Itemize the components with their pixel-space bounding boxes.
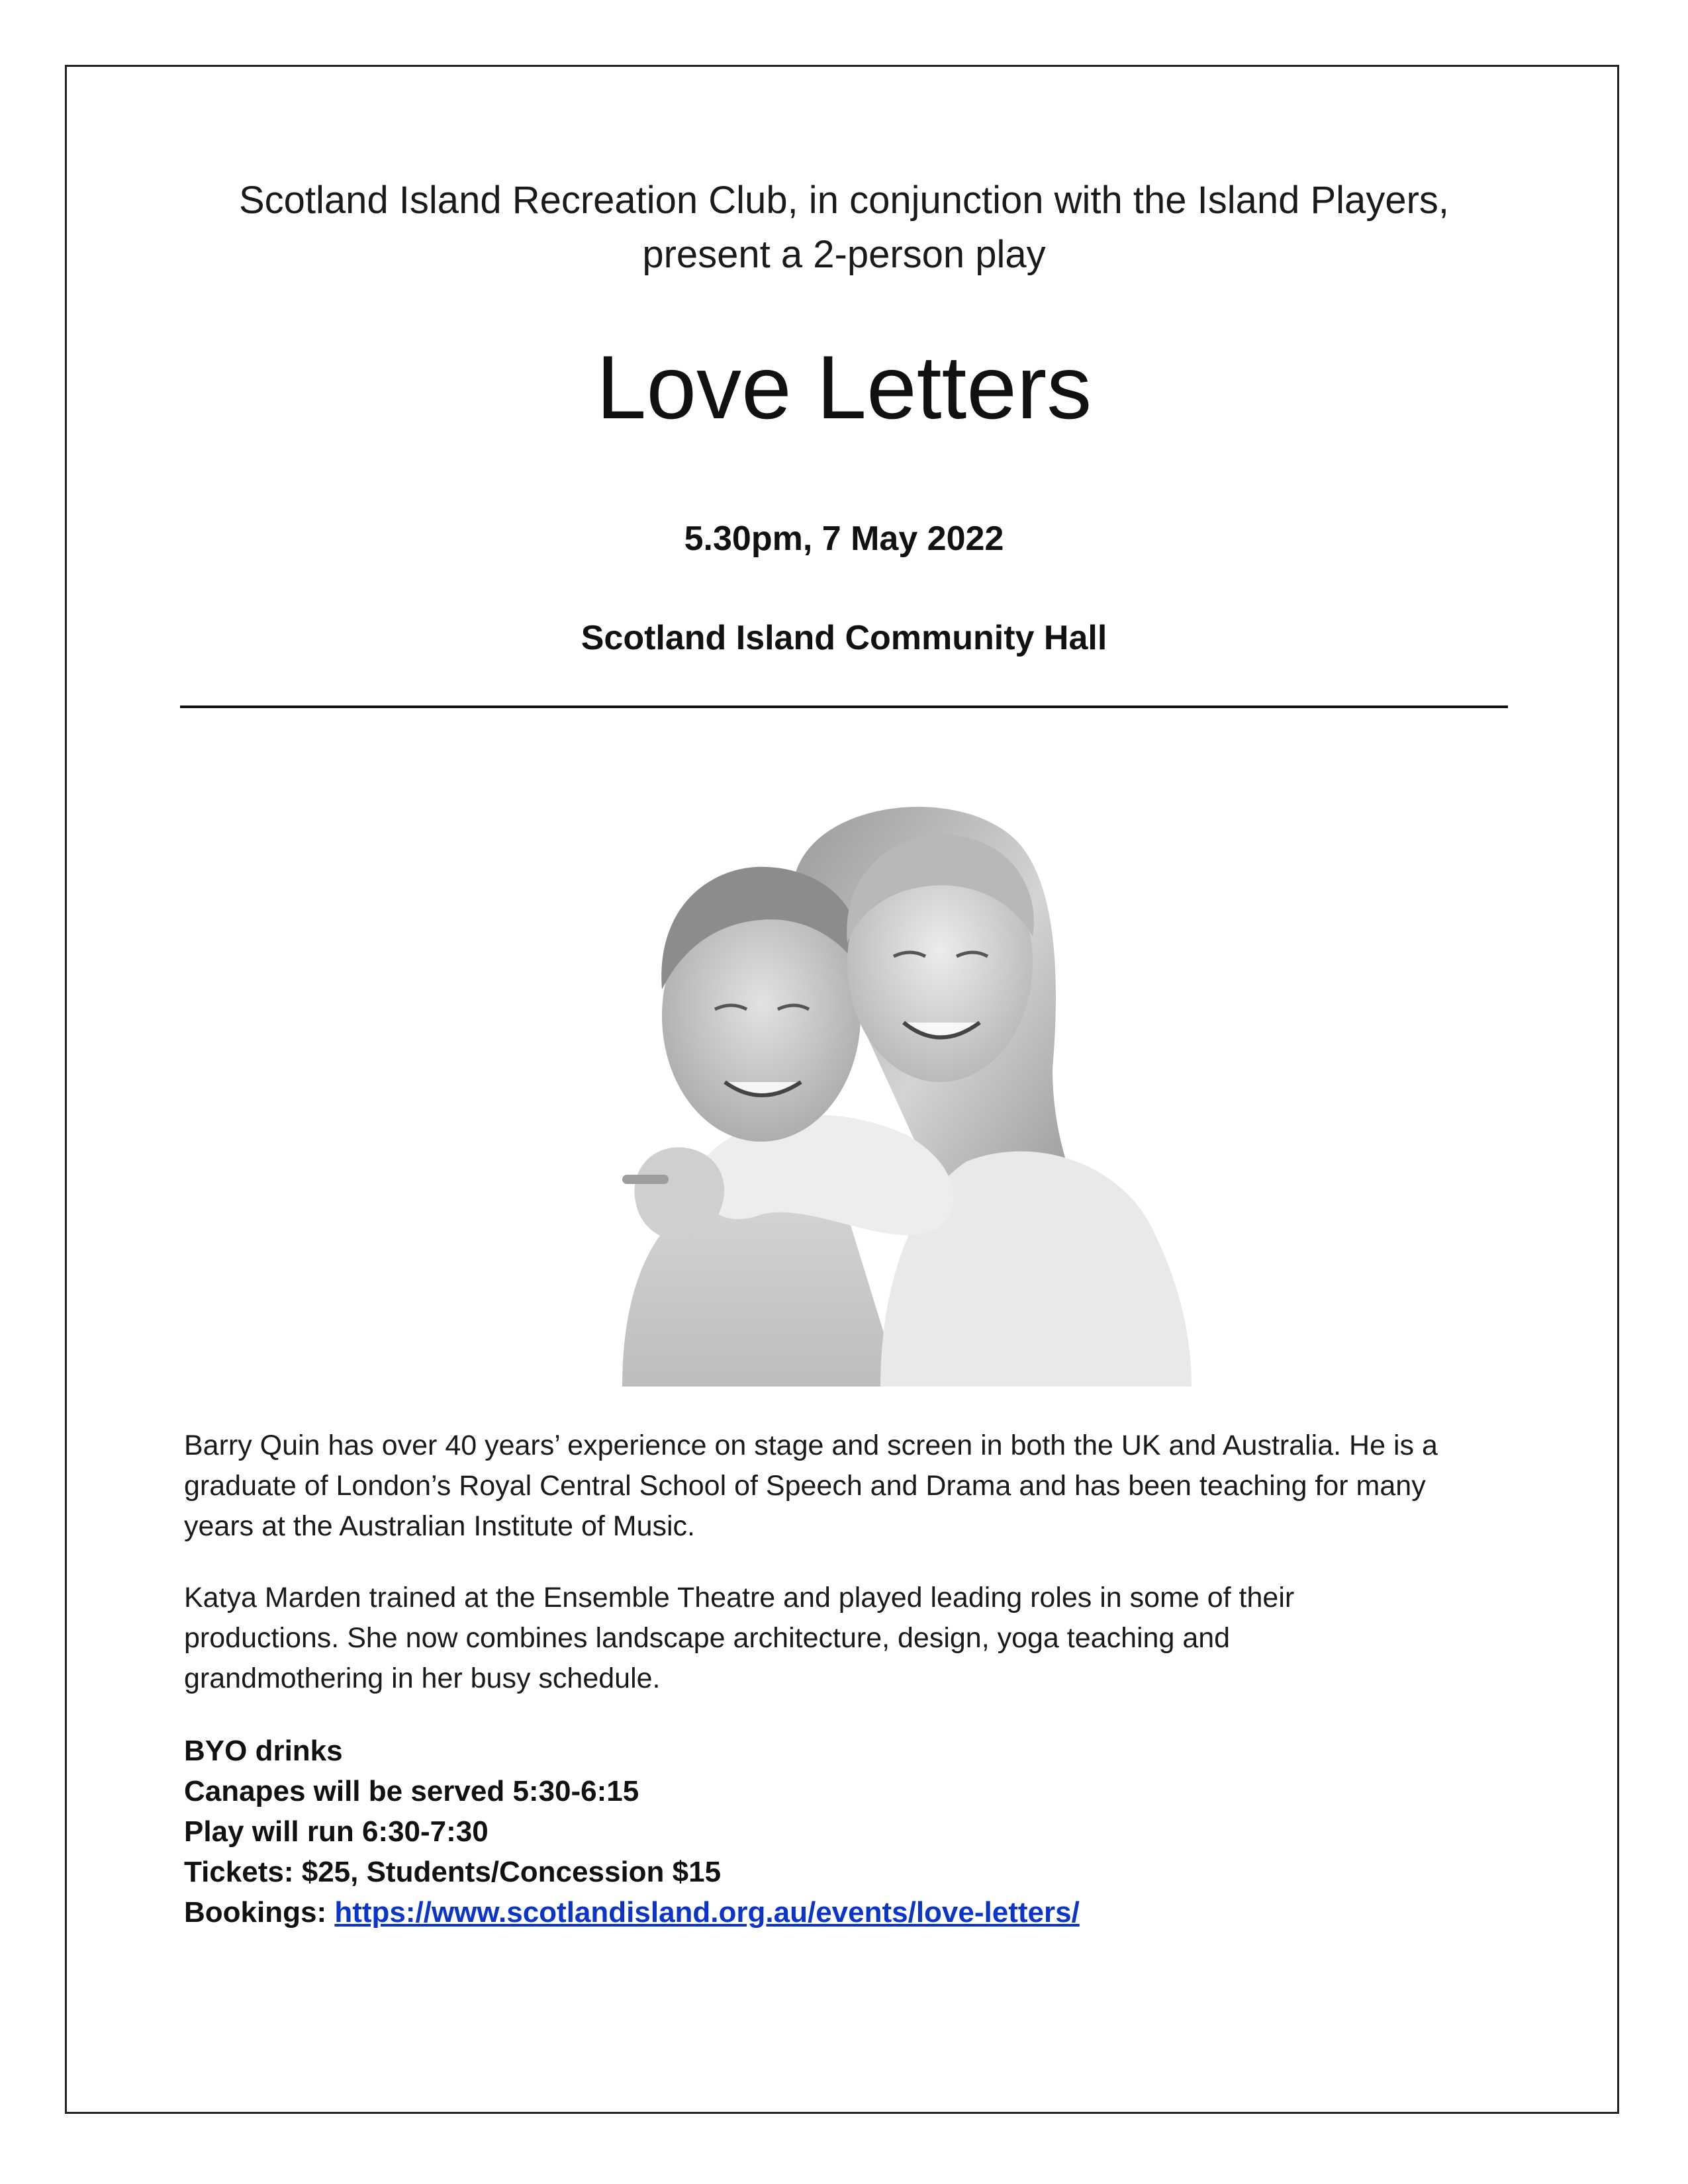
bio-line: productions. She now combines landscape architecture, design, yoga teaching and xyxy=(184,1622,1231,1654)
bio-line: Katya Marden trained at the Ensemble Theatre and played leading roles in some of their xyxy=(184,1582,1295,1614)
play-time: Play will run 6:30-7:30 xyxy=(184,1815,489,1848)
bio-line: Barry Quin has over 40 years’ experience on stage and screen in both the UK and Australia. He is a xyxy=(184,1430,1438,1461)
bookings-label: Bookings: xyxy=(184,1896,335,1929)
intro-text xyxy=(132,173,1556,282)
event-venue: Scotland Island Community Hall xyxy=(581,619,1107,657)
ticket-prices: Tickets: $25, Students/Concession $15 xyxy=(184,1856,722,1888)
divider xyxy=(180,705,1508,708)
bio-line: graduate of London’s Royal Central School of Speech and Drama and has been teaching for many xyxy=(184,1470,1426,1502)
canapes-time: Canapes will be served 5:30-6:15 xyxy=(184,1775,639,1807)
bookings-link[interactable]: https://www.scotlandisland.org.au/events/love-letters/ xyxy=(334,1896,1080,1929)
event-date: 5.30pm, 7 May 2022 xyxy=(684,520,1004,558)
bio-line: years at the Australian Institute of Music. xyxy=(184,1510,695,1542)
bio-line: grandmothering in her busy schedule. xyxy=(184,1662,661,1694)
event-details xyxy=(184,1731,1508,1933)
play-title: Love Letters xyxy=(596,337,1092,437)
byo-drinks: BYO drinks xyxy=(184,1735,343,1767)
bookings-row xyxy=(184,1892,1508,1933)
bio-katya-marden xyxy=(184,1578,1508,1699)
bio-barry-quin xyxy=(184,1426,1508,1547)
intro-line-2: present a 2-person play xyxy=(642,233,1046,276)
couple-photo xyxy=(596,791,1192,1387)
intro-line-1: Scotland Island Recreation Club, in conjunction with the Island Players, xyxy=(238,179,1450,222)
